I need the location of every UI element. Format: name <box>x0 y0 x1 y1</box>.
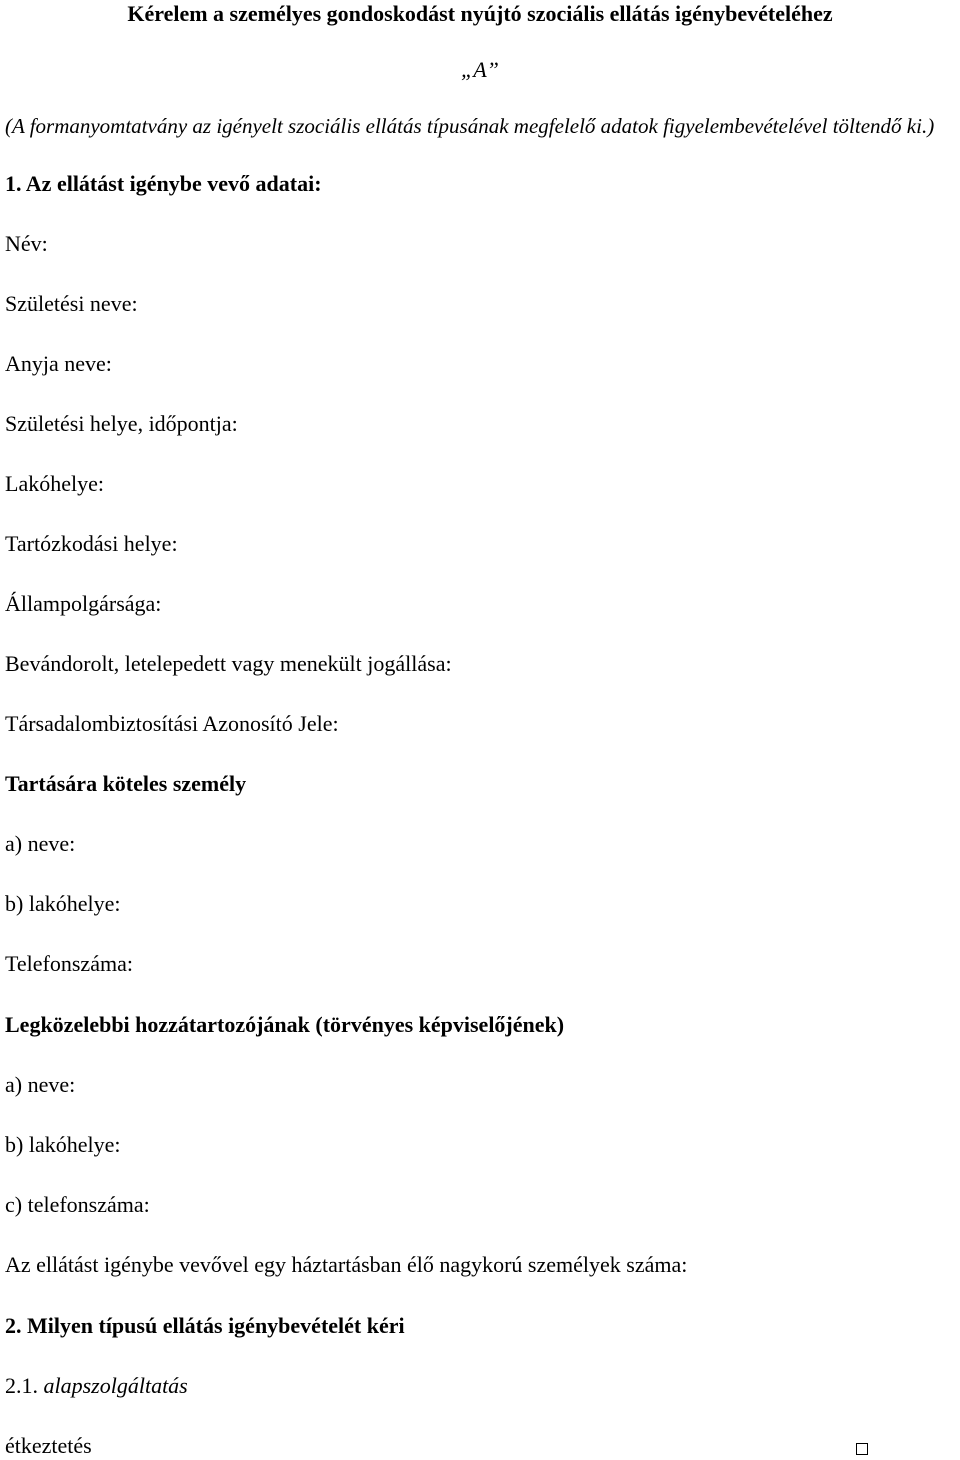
field-mother-name: Anyja neve: <box>5 351 112 376</box>
household-count-field: Az ellátást igénybe vevővel egy háztartásban élő nagykorú személyek száma: <box>5 1252 688 1277</box>
relative-name: a) neve: <box>5 1072 76 1097</box>
obligor-name: a) neve: <box>5 831 76 856</box>
field-birth-place-date: Születési helye, időpontja: <box>5 411 238 436</box>
obligor-residence: b) lakóhelye: <box>5 891 121 916</box>
field-legal-status: Bevándorolt, letelepedett vagy menekült jogállása: <box>5 651 452 676</box>
field-birth-name: Születési neve: <box>5 291 138 316</box>
option-catering-checkbox[interactable] <box>856 1443 868 1455</box>
field-citizenship: Állampolgársága: <box>5 591 162 616</box>
subsection-2-1 <box>5 1372 188 1400</box>
relative-residence: b) lakóhelye: <box>5 1132 121 1157</box>
form-title: Kérelem a személyes gondoskodást nyújtó szociális ellátás igénybevételéhez <box>127 1 833 26</box>
field-residence: Lakóhelye: <box>5 471 104 496</box>
field-name: Név: <box>5 231 48 256</box>
relative-heading: Legközelebbi hozzátartozójának (törvényes képviselőjének) <box>5 1012 565 1037</box>
field-phone: Telefonszáma: <box>5 951 133 976</box>
subsection-number: 2.1. <box>5 1373 38 1398</box>
option-catering-label: étkeztetés <box>5 1433 92 1458</box>
relative-phone: c) telefonszáma: <box>5 1192 150 1217</box>
form-instruction: (A formanyomtatvány az igényelt szociális ellátás típusának megfelelő adatok figyelembevételével töltendő ki.) <box>5 114 935 138</box>
form-version-label: „A” <box>461 57 499 82</box>
section2-heading: 2. Milyen típusú ellátás igénybevételét kéri <box>5 1313 405 1338</box>
obligor-heading: Tartására köteles személy <box>5 771 247 796</box>
field-social-security-id: Társadalombiztosítási Azonosító Jele: <box>5 711 339 736</box>
field-stay-place: Tartózkodási helye: <box>5 531 178 556</box>
section1-heading: 1. Az ellátást igénybe vevő adatai: <box>5 171 322 196</box>
subsection-label: alapszolgáltatás <box>43 1373 188 1398</box>
